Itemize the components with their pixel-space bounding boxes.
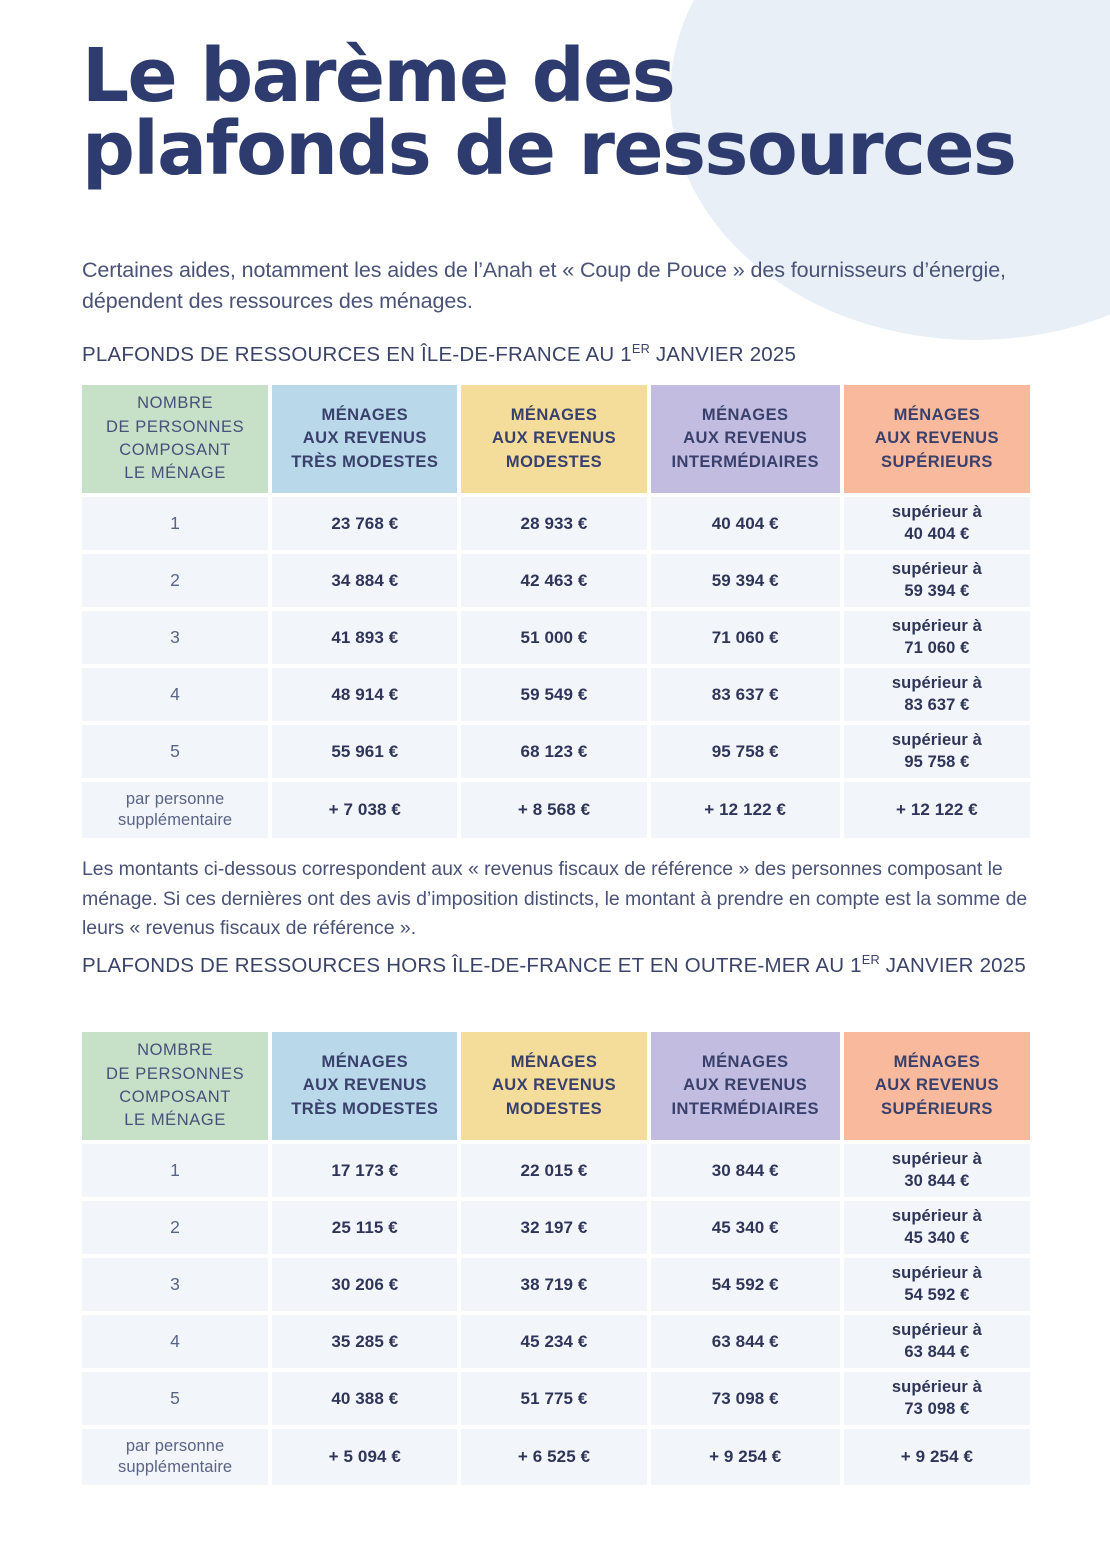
- table-row: [82, 1201, 1030, 1254]
- cell-superieurs: [844, 725, 1030, 778]
- cell-intermediaires: 63 844 €: [651, 1315, 840, 1368]
- table-header-row: [82, 385, 1030, 493]
- cell-tres-modestes: 34 884 €: [272, 554, 457, 607]
- superieur-lead: supérieur à: [891, 616, 982, 635]
- section-heading-idf-suffix: JANVIER 2025: [649, 343, 797, 366]
- cell-superieurs: + 12 122 €: [844, 782, 1030, 838]
- header-line: INTERMÉDIAIRES: [671, 1099, 819, 1118]
- section-heading-idf-prefix: PLAFONDS DE RESSOURCES EN ÎLE-DE-FRANCE AU 1: [82, 343, 632, 366]
- cell-tres-modestes: 25 115 €: [272, 1201, 457, 1254]
- cell-tres-modestes: 35 285 €: [272, 1315, 457, 1368]
- cell-superieurs: [844, 1315, 1030, 1368]
- header-line: MÉNAGES: [701, 405, 789, 424]
- cell-modestes: 38 719 €: [461, 1258, 646, 1311]
- header-line: MODESTES: [505, 452, 603, 471]
- cell-intermediaires: 30 844 €: [651, 1144, 840, 1197]
- cell-tres-modestes: 55 961 €: [272, 725, 457, 778]
- header-line: AUX REVENUS: [302, 429, 427, 448]
- row-label: 3: [82, 611, 268, 664]
- cell-tres-modestes: 23 768 €: [272, 497, 457, 550]
- cell-modestes: 32 197 €: [461, 1201, 646, 1254]
- cell-superieurs: [844, 1372, 1030, 1425]
- table-row: [82, 497, 1030, 550]
- cell-intermediaires: + 12 122 €: [651, 782, 840, 838]
- header-line: TRÈS MODESTES: [291, 1099, 439, 1118]
- superieur-value: 59 394 €: [904, 581, 970, 600]
- header-line: TRÈS MODESTES: [291, 452, 439, 471]
- cell-tres-modestes: 40 388 €: [272, 1372, 457, 1425]
- cell-intermediaires: 95 758 €: [651, 725, 840, 778]
- superieur-lead: supérieur à: [891, 1263, 982, 1282]
- cell-superieurs: [844, 554, 1030, 607]
- column-header-intermediaires: [651, 385, 840, 493]
- table-row: [82, 1144, 1030, 1197]
- cell-modestes: 42 463 €: [461, 554, 646, 607]
- cell-intermediaires: 45 340 €: [651, 1201, 840, 1254]
- superieur-lead: supérieur à: [891, 502, 982, 521]
- cell-superieurs: [844, 1258, 1030, 1311]
- cell-superieurs: [844, 1201, 1030, 1254]
- header-line: NOMBRE: [137, 394, 214, 413]
- header-line: MÉNAGES: [701, 1052, 789, 1071]
- superieur-value: 73 098 €: [904, 1399, 970, 1418]
- column-header-intermediaires: [651, 1032, 840, 1140]
- table-row-extra: [82, 782, 1030, 838]
- cell-superieurs: [844, 611, 1030, 664]
- superieur-lead: supérieur à: [891, 1320, 982, 1339]
- superieur-value: 45 340 €: [904, 1228, 970, 1247]
- superieur-value: 30 844 €: [904, 1171, 970, 1190]
- cell-tres-modestes: 41 893 €: [272, 611, 457, 664]
- header-line: AUX REVENUS: [874, 1076, 999, 1095]
- intro-paragraph: Certaines aides, notamment les aides de l’Anah et « Coup de Pouce » des fournisseurs d’énergie, dépendent des ressources des ménages.: [82, 258, 1006, 313]
- section-heading-hors-idf-sup: ER: [861, 952, 880, 968]
- column-header-nombre-personnes: [82, 1032, 268, 1140]
- row-label: 4: [82, 1315, 268, 1368]
- column-header-modestes: [461, 1032, 646, 1140]
- table-header-row: [82, 1032, 1030, 1140]
- row-label-line1: par personne: [125, 1436, 225, 1455]
- section-heading-idf-sup: ER: [631, 341, 650, 357]
- cell-intermediaires: 59 394 €: [651, 554, 840, 607]
- header-line: MÉNAGES: [893, 1052, 981, 1071]
- header-line: MÉNAGES: [893, 405, 981, 424]
- superieur-value: 63 844 €: [904, 1342, 970, 1361]
- row-label: 1: [82, 1144, 268, 1197]
- section-heading-idf: [82, 339, 1032, 371]
- row-label-par-personne: [82, 1429, 268, 1485]
- header-line: AUX REVENUS: [302, 1076, 427, 1095]
- superieur-lead: supérieur à: [891, 1206, 982, 1225]
- header-line: MÉNAGES: [510, 1052, 598, 1071]
- superieur-lead: supérieur à: [891, 673, 982, 692]
- header-line: MODESTES: [505, 1099, 603, 1118]
- cell-modestes: 59 549 €: [461, 668, 646, 721]
- table-row: [82, 554, 1030, 607]
- superieur-lead: supérieur à: [891, 1149, 982, 1168]
- superieur-lead: supérieur à: [891, 559, 982, 578]
- cell-modestes: 22 015 €: [461, 1144, 646, 1197]
- header-line: AUX REVENUS: [683, 429, 808, 448]
- cell-tres-modestes: + 7 038 €: [272, 782, 457, 838]
- header-line: COMPOSANT: [119, 441, 231, 459]
- superieur-value: 40 404 €: [904, 524, 970, 543]
- superieur-value: 71 060 €: [904, 638, 970, 657]
- column-header-nombre-personnes: [82, 385, 268, 493]
- page-title: Le barème des plafonds de ressources: [82, 33, 1016, 193]
- cell-intermediaires: 40 404 €: [651, 497, 840, 550]
- header-line: LE MÉNAGE: [124, 1111, 226, 1130]
- row-label: 1: [82, 497, 268, 550]
- cell-modestes: 28 933 €: [461, 497, 646, 550]
- cell-intermediaires: 83 637 €: [651, 668, 840, 721]
- row-label: 5: [82, 1372, 268, 1425]
- row-label-line1: par personne: [125, 789, 225, 808]
- header-line: MÉNAGES: [321, 405, 409, 424]
- cell-intermediaires: 71 060 €: [651, 611, 840, 664]
- superieur-value: 83 637 €: [904, 695, 970, 714]
- cell-modestes: 51 000 €: [461, 611, 646, 664]
- superieur-value: 95 758 €: [904, 752, 970, 771]
- header-line: INTERMÉDIAIRES: [671, 452, 819, 471]
- table-row: [82, 725, 1030, 778]
- header-line: SUPÉRIEURS: [881, 452, 993, 471]
- table-row: [82, 1258, 1030, 1311]
- row-label: 3: [82, 1258, 268, 1311]
- cell-tres-modestes: 48 914 €: [272, 668, 457, 721]
- table-plafonds-hors-idf: [82, 1032, 1030, 1485]
- cell-modestes: 51 775 €: [461, 1372, 646, 1425]
- table-row: [82, 1372, 1030, 1425]
- header-line: AUX REVENUS: [491, 429, 617, 448]
- superieur-value: 54 592 €: [904, 1285, 970, 1304]
- column-header-superieurs: [844, 1032, 1030, 1140]
- cell-modestes: + 8 568 €: [461, 782, 646, 838]
- table-row: [82, 611, 1030, 664]
- table-row: [82, 668, 1030, 721]
- cell-superieurs: [844, 497, 1030, 550]
- superieur-lead: supérieur à: [891, 730, 982, 749]
- header-line: MÉNAGES: [510, 405, 598, 424]
- header-line: LE MÉNAGE: [124, 464, 226, 483]
- cell-tres-modestes: 17 173 €: [272, 1144, 457, 1197]
- header-line: AUX REVENUS: [683, 1076, 808, 1095]
- row-label: 4: [82, 668, 268, 721]
- cell-intermediaires: + 9 254 €: [651, 1429, 840, 1485]
- section-heading-hors-idf-prefix: PLAFONDS DE RESSOURCES HORS ÎLE-DE-FRANCE ET EN OUTRE-MER AU 1: [82, 954, 862, 977]
- header-line: AUX REVENUS: [874, 429, 999, 448]
- mid-note-paragraph: Les montants ci-dessous correspondent aux « revenus fiscaux de référence » des personnes composant le ménage. Si ces dernières ont des avis d’imposition distincts, le montant à prendre en compte est la somme de leurs « revenus fiscaux de référence ».: [82, 858, 1028, 940]
- header-line: DE PERSONNES: [105, 417, 245, 436]
- cell-superieurs: [844, 1144, 1030, 1197]
- column-header-superieurs: [844, 385, 1030, 493]
- cell-superieurs: + 9 254 €: [844, 1429, 1030, 1485]
- cell-superieurs: [844, 668, 1030, 721]
- column-header-tres-modestes: [272, 385, 457, 493]
- header-line: AUX REVENUS: [491, 1076, 617, 1095]
- row-label-line2: supplémentaire: [117, 1458, 233, 1476]
- column-header-tres-modestes: [272, 1032, 457, 1140]
- header-line: MÉNAGES: [321, 1052, 409, 1071]
- table-plafonds-idf: [82, 385, 1030, 838]
- header-line: DE PERSONNES: [105, 1064, 245, 1083]
- cell-modestes: + 6 525 €: [461, 1429, 646, 1485]
- table-row: [82, 1315, 1030, 1368]
- cell-intermediaires: 54 592 €: [651, 1258, 840, 1311]
- row-label: 2: [82, 1201, 268, 1254]
- row-label: 5: [82, 725, 268, 778]
- row-label: 2: [82, 554, 268, 607]
- row-label-line2: supplémentaire: [117, 811, 233, 829]
- cell-modestes: 68 123 €: [461, 725, 646, 778]
- header-line: COMPOSANT: [119, 1088, 231, 1106]
- cell-tres-modestes: 30 206 €: [272, 1258, 457, 1311]
- section-heading-hors-idf-suffix: JANVIER 2025: [879, 954, 1026, 977]
- cell-tres-modestes: + 5 094 €: [272, 1429, 457, 1485]
- table-row-extra: [82, 1429, 1030, 1485]
- section-heading-hors-idf: [82, 950, 1032, 982]
- header-line: SUPÉRIEURS: [881, 1099, 993, 1118]
- row-label-par-personne: [82, 782, 268, 838]
- superieur-lead: supérieur à: [891, 1377, 982, 1396]
- cell-intermediaires: 73 098 €: [651, 1372, 840, 1425]
- cell-modestes: 45 234 €: [461, 1315, 646, 1368]
- header-line: NOMBRE: [137, 1041, 214, 1060]
- column-header-modestes: [461, 385, 646, 493]
